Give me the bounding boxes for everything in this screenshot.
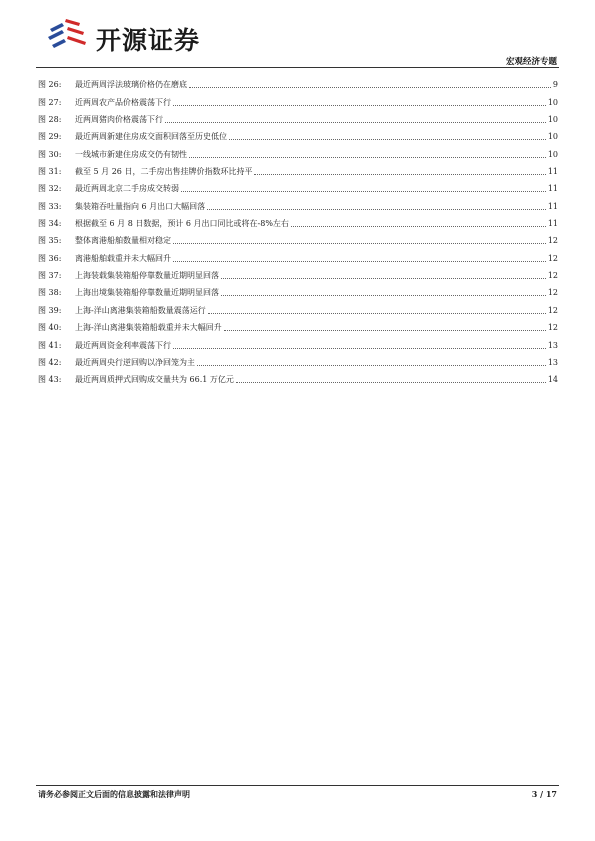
figure-title: 最近两周资金利率震荡下行	[75, 340, 171, 350]
figure-page: 9	[552, 80, 558, 90]
kaiyuan-logo-icon	[46, 17, 92, 53]
figure-title: 集装箱吞吐量指向 6 月出口大幅回落	[75, 201, 206, 211]
figure-title: 近两周农产品价格震荡下行	[75, 97, 171, 107]
page-number: 3 / 17	[531, 789, 557, 799]
figure-number: 图 32:	[38, 184, 62, 194]
figure-page: 12	[547, 305, 558, 315]
dot-leader	[189, 86, 551, 88]
figure-number: 图 35:	[38, 236, 62, 246]
figure-page: 12	[547, 253, 558, 263]
figure-title: 最近两周新建住房成交面积回落至历史低位	[75, 132, 227, 142]
figure-index-list	[38, 73, 558, 385]
figure-number: 图 27:	[38, 97, 62, 107]
figure-page: 11	[547, 201, 558, 211]
figure-title: 最近两周质押式回购成交量共为 66.1 万亿元	[75, 375, 234, 385]
figure-page: 11	[547, 184, 558, 194]
dot-leader	[173, 347, 546, 349]
figure-number: 图 41:	[38, 340, 62, 350]
dot-leader	[208, 312, 546, 314]
figure-number: 图 26:	[38, 80, 62, 90]
figure-title: 根据截至 6 月 8 日数据，预计 6 月出口同比或将在-8%左右	[75, 219, 289, 229]
figure-page: 11	[547, 167, 558, 177]
figure-number: 图 38:	[38, 288, 62, 298]
figure-number: 图 30:	[38, 149, 62, 159]
toc-row[interactable]	[38, 160, 558, 177]
figure-title: 最近两周央行逆回购以净回笼为主	[75, 357, 195, 367]
toc-row[interactable]	[38, 125, 558, 142]
figure-page: 12	[547, 236, 558, 246]
figure-number: 图 42:	[38, 357, 62, 367]
figure-page: 12	[547, 271, 558, 281]
figure-page: 10	[547, 97, 558, 107]
toc-row[interactable]	[38, 212, 558, 229]
dot-leader	[224, 329, 546, 331]
figure-number: 图 36:	[38, 253, 62, 263]
figure-number: 图 29:	[38, 132, 62, 142]
figure-number: 图 31:	[38, 167, 62, 177]
dot-leader	[254, 173, 545, 175]
dot-leader	[229, 138, 546, 140]
figure-number: 图 39:	[38, 305, 62, 315]
report-type-label: 宏观经济专题	[505, 57, 557, 67]
figure-page: 10	[547, 149, 558, 159]
figure-page: 13	[547, 357, 558, 367]
toc-row[interactable]	[38, 333, 558, 350]
header-divider	[36, 67, 559, 68]
toc-row[interactable]	[38, 194, 558, 211]
figure-title: 近两周猪肉价格震荡下行	[75, 115, 163, 125]
toc-row[interactable]	[38, 246, 558, 263]
toc-row[interactable]	[38, 281, 558, 298]
figure-page: 10	[547, 132, 558, 142]
brand-name: 开源证券	[96, 26, 201, 55]
dot-leader	[181, 190, 546, 192]
figure-number: 图 43:	[38, 375, 62, 385]
dot-leader	[221, 277, 546, 279]
figure-page: 12	[547, 288, 558, 298]
toc-row[interactable]	[38, 298, 558, 315]
figure-title: 最近两周北京二手房成交转弱	[75, 184, 179, 194]
toc-row[interactable]	[38, 264, 558, 281]
dot-leader	[173, 242, 546, 244]
toc-row[interactable]	[38, 73, 558, 90]
dot-leader	[173, 260, 546, 262]
dot-leader	[197, 364, 546, 366]
dot-leader	[221, 294, 546, 296]
figure-page: 12	[547, 323, 558, 333]
figure-page: 13	[547, 340, 558, 350]
toc-row[interactable]	[38, 177, 558, 194]
disclaimer-text: 请务必参阅正文后面的信息披露和法律声明	[38, 789, 190, 799]
figure-number: 图 40:	[38, 323, 62, 333]
figure-number: 图 34:	[38, 219, 62, 229]
figure-number: 图 28:	[38, 115, 62, 125]
figure-title: 上海-洋山离港集装箱船载重并未大幅回升	[75, 323, 222, 333]
figure-page: 14	[547, 375, 558, 385]
figure-title: 最近两周浮法玻璃价格仍在磨底	[75, 80, 187, 90]
dot-leader	[189, 156, 546, 158]
figure-number: 图 37:	[38, 271, 62, 281]
toc-row[interactable]	[38, 90, 558, 107]
dot-leader	[207, 208, 546, 210]
dot-leader	[291, 225, 546, 227]
figure-page: 11	[547, 219, 558, 229]
figure-title: 截至 5 月 26 日，二手房出售挂牌价指数环比持平	[75, 167, 253, 177]
figure-title: 上海装载集装箱船停靠数量近期明显回落	[75, 271, 219, 281]
figure-title: 上海出境集装箱船停靠数量近期明显回落	[75, 288, 219, 298]
figure-title: 整体离港船舶数量相对稳定	[75, 236, 171, 246]
toc-row[interactable]	[38, 316, 558, 333]
figure-page: 10	[547, 115, 558, 125]
toc-row[interactable]	[38, 229, 558, 246]
dot-leader	[236, 381, 546, 383]
kaiyuan-logo	[46, 17, 226, 57]
toc-row[interactable]	[38, 142, 558, 159]
toc-row[interactable]	[38, 351, 558, 368]
figure-title: 一线城市新建住房成交仍有韧性	[75, 149, 187, 159]
figure-title: 上海-洋山离港集装箱船数量震荡运行	[75, 305, 206, 315]
dot-leader	[165, 121, 546, 123]
figure-title: 离港船舶载重并未大幅回升	[75, 253, 171, 263]
toc-row[interactable]	[38, 108, 558, 125]
dot-leader	[173, 104, 546, 106]
footer-divider	[36, 785, 559, 786]
figure-number: 图 33:	[38, 201, 62, 211]
toc-row[interactable]	[38, 368, 558, 385]
